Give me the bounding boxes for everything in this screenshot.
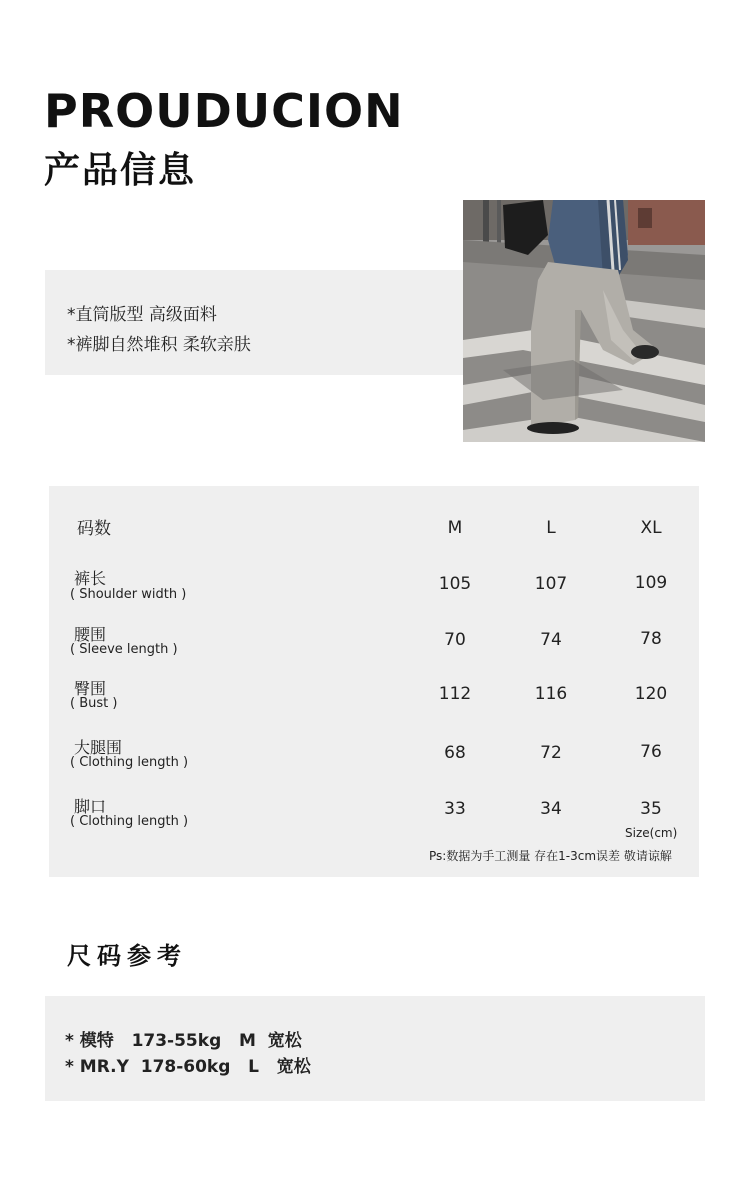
table-cell: 112: [438, 684, 472, 704]
size-chart: [49, 486, 699, 877]
page-title-en: PROUDUCION: [44, 84, 404, 138]
size-header-xl: XL: [640, 518, 662, 538]
row-label-en: ( Bust ): [70, 696, 118, 711]
size-reference-title: 尺码参考: [67, 942, 187, 970]
size-header-label: 码数: [77, 519, 111, 539]
size-reference-box: [45, 996, 705, 1101]
product-photo: [463, 200, 705, 442]
row-label-cn: 脚口: [74, 797, 107, 816]
row-label-cn: 裤长: [74, 569, 107, 588]
row-label-cn: 腰围: [74, 625, 107, 644]
size-unit: Size(cm): [625, 826, 678, 840]
model-wearing-wide-leg-pants-photo: [463, 200, 705, 442]
feature-line: *直筒版型 高级面料: [67, 305, 217, 325]
table-cell: 107: [534, 574, 568, 594]
row-label-en: ( Sleeve length ): [70, 642, 178, 657]
table-cell: 76: [640, 742, 662, 762]
table-cell: 74: [540, 630, 562, 650]
table-cell: 72: [540, 743, 562, 763]
table-cell: 35: [640, 799, 662, 819]
size-header-m: M: [447, 518, 463, 538]
feature-box: [45, 270, 463, 375]
measurement-note: Ps:数据为手工测量 存在1-3cm误差 敬请谅解: [429, 849, 672, 863]
table-cell: 78: [640, 629, 662, 649]
row-label-en: ( Clothing length ): [70, 814, 189, 829]
page-title-cn: 产品信息: [44, 150, 197, 191]
reference-line: * 模特 173-55kg M 宽松: [65, 1031, 302, 1051]
size-header-l: L: [546, 518, 556, 538]
row-label-en: ( Clothing length ): [70, 755, 189, 770]
feature-line: *裤脚自然堆积 柔软亲肤: [67, 335, 251, 355]
reference-line: * MR.Y 178-60kg L 宽松: [65, 1057, 311, 1077]
table-cell: 34: [540, 799, 562, 819]
table-cell: 109: [634, 573, 668, 593]
table-cell: 70: [444, 630, 466, 650]
table-cell: 116: [534, 684, 568, 704]
row-label-cn: 大腿围: [74, 738, 123, 757]
row-label-cn: 臀围: [74, 679, 107, 698]
table-cell: 68: [444, 743, 466, 763]
table-cell: 105: [438, 574, 472, 594]
row-label-en: ( Shoulder width ): [70, 587, 187, 602]
table-cell: 33: [444, 799, 466, 819]
table-cell: 120: [634, 684, 668, 704]
